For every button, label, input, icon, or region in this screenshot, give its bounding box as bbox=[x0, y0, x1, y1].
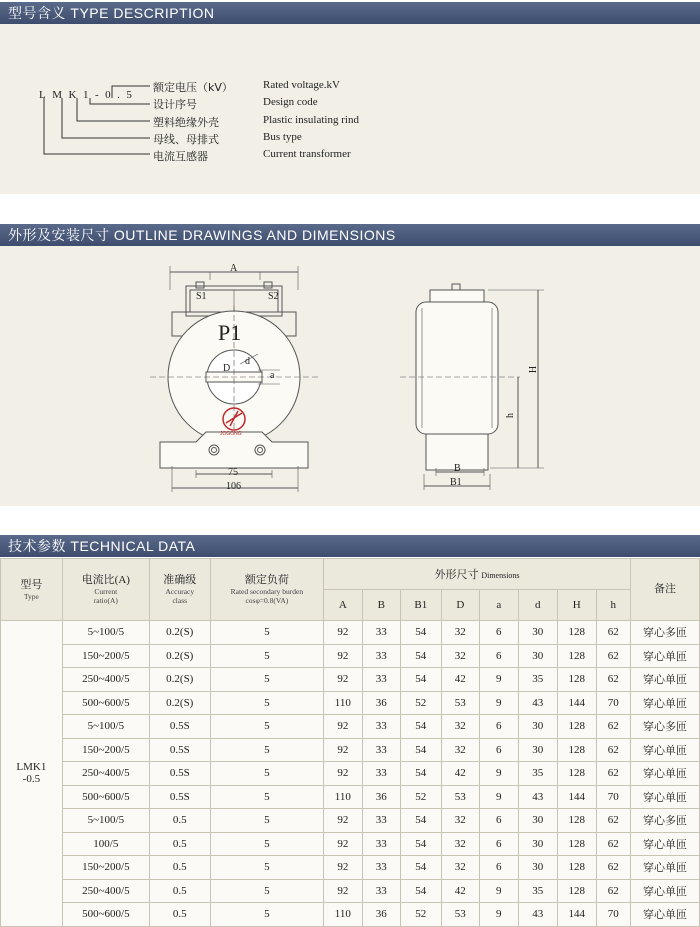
table-cell: 128 bbox=[558, 738, 596, 762]
table-cell: 54 bbox=[401, 809, 442, 833]
type-item-voltage-en: Rated voltage.kV bbox=[263, 79, 340, 91]
table-cell: 穿心单匝 bbox=[631, 903, 700, 927]
type-item-rind-zh: 塑料绝缘外壳 bbox=[153, 116, 219, 129]
table-cell: 70 bbox=[596, 785, 631, 809]
table-cell: 144 bbox=[558, 691, 596, 715]
table-cell: 穿心多匝 bbox=[631, 621, 700, 645]
table-cell: 500~600/5 bbox=[62, 691, 149, 715]
table-cell: 穿心单匝 bbox=[631, 644, 700, 668]
table-cell: 128 bbox=[558, 879, 596, 903]
table-cell: 0.2(S) bbox=[149, 691, 210, 715]
table-cell: 6 bbox=[480, 621, 518, 645]
table-cell: 0.2(S) bbox=[149, 644, 210, 668]
col-dim-B: B bbox=[362, 590, 400, 621]
type-item-design-en: Design code bbox=[263, 96, 318, 108]
table-cell: 42 bbox=[441, 762, 479, 786]
table-cell: 5~100/5 bbox=[62, 809, 149, 833]
type-item-voltage-zh: 额定电压（kV） bbox=[153, 81, 233, 94]
table-cell: 500~600/5 bbox=[62, 903, 149, 927]
table-cell: 54 bbox=[401, 879, 442, 903]
table-cell: 5 bbox=[210, 715, 323, 739]
table-cell: 92 bbox=[324, 809, 362, 833]
dim-label-D: D bbox=[223, 363, 231, 374]
table-row bbox=[1, 832, 700, 856]
col-dim-A: A bbox=[324, 590, 362, 621]
table-cell: 33 bbox=[362, 762, 400, 786]
col-burden: 额定负荷 Rated secondary burden cosφ=0.8(VA) bbox=[210, 559, 323, 621]
table-cell: 92 bbox=[324, 715, 362, 739]
table-cell: 30 bbox=[518, 809, 558, 833]
col-dimensions: 外形尺寸 Dimensions bbox=[324, 559, 631, 590]
type-value-line2: -0.5 bbox=[22, 773, 41, 786]
table-cell: 5~100/5 bbox=[62, 715, 149, 739]
table-cell: 53 bbox=[441, 691, 479, 715]
dim-label-B1: B1 bbox=[450, 477, 462, 488]
table-cell: 92 bbox=[324, 621, 362, 645]
table-cell: 42 bbox=[441, 879, 479, 903]
dim-label-75: 75 bbox=[228, 467, 238, 478]
table-cell: 0.5 bbox=[149, 879, 210, 903]
table-cell: 33 bbox=[362, 738, 400, 762]
table-cell: 5 bbox=[210, 903, 323, 927]
table-row bbox=[1, 738, 700, 762]
type-item-ct-zh: 电流互感器 bbox=[153, 150, 208, 163]
col-dim-d: d bbox=[518, 590, 558, 621]
table-cell: 0.5S bbox=[149, 785, 210, 809]
type-code: LMK1-0.5 bbox=[39, 89, 139, 101]
table-cell: 32 bbox=[441, 715, 479, 739]
table-cell: 36 bbox=[362, 785, 400, 809]
table-cell: 5 bbox=[210, 879, 323, 903]
table-row bbox=[1, 785, 700, 809]
table-cell: 穿心多匝 bbox=[631, 809, 700, 833]
table-cell: 5 bbox=[210, 832, 323, 856]
table-cell: 62 bbox=[596, 762, 631, 786]
col-remark: 备注 bbox=[631, 559, 700, 621]
table-cell: 52 bbox=[401, 691, 442, 715]
terminal-label-S1: S1 bbox=[196, 291, 207, 302]
table-cell: 33 bbox=[362, 668, 400, 692]
table-cell: 30 bbox=[518, 621, 558, 645]
table-cell: 150~200/5 bbox=[62, 644, 149, 668]
table-cell: 32 bbox=[441, 809, 479, 833]
table-cell: 110 bbox=[324, 903, 362, 927]
table-cell: 36 bbox=[362, 903, 400, 927]
table-row bbox=[1, 668, 700, 692]
table-cell: 54 bbox=[401, 668, 442, 692]
table-cell: 62 bbox=[596, 856, 631, 880]
table-row bbox=[1, 691, 700, 715]
table-row bbox=[1, 809, 700, 833]
table-cell: 0.2(S) bbox=[149, 668, 210, 692]
table-cell: 54 bbox=[401, 621, 442, 645]
table-row bbox=[1, 621, 700, 645]
dim-label-d: d bbox=[245, 356, 250, 367]
outline-drawings-header: 外形及安装尺寸 OUTLINE DRAWINGS AND DIMENSIONS bbox=[0, 224, 700, 246]
table-cell: 30 bbox=[518, 738, 558, 762]
type-item-design-zh: 设计序号 bbox=[153, 98, 197, 111]
table-cell: 0.5 bbox=[149, 809, 210, 833]
table-cell: 500~600/5 bbox=[62, 785, 149, 809]
table-cell: 0.5S bbox=[149, 715, 210, 739]
table-cell: 92 bbox=[324, 738, 362, 762]
table-cell: 30 bbox=[518, 856, 558, 880]
type-item-ct-en: Current transformer bbox=[263, 148, 351, 160]
table-cell: 70 bbox=[596, 903, 631, 927]
table-cell: 144 bbox=[558, 785, 596, 809]
table-cell: 9 bbox=[480, 668, 518, 692]
table-cell: 250~400/5 bbox=[62, 668, 149, 692]
technical-data-table bbox=[0, 558, 700, 927]
table-row bbox=[1, 762, 700, 786]
table-cell: 128 bbox=[558, 644, 596, 668]
table-row bbox=[1, 715, 700, 739]
table-cell: 43 bbox=[518, 691, 558, 715]
table-cell: 0.5 bbox=[149, 903, 210, 927]
table-cell: 5 bbox=[210, 785, 323, 809]
table-cell: 62 bbox=[596, 832, 631, 856]
terminal-label-S2: S2 bbox=[268, 291, 279, 302]
table-cell: 30 bbox=[518, 644, 558, 668]
table-cell: 144 bbox=[558, 903, 596, 927]
table-cell: 128 bbox=[558, 715, 596, 739]
table-cell: 53 bbox=[441, 903, 479, 927]
table-cell: 92 bbox=[324, 879, 362, 903]
table-cell: 0.5S bbox=[149, 762, 210, 786]
dim-label-a: a bbox=[270, 370, 275, 381]
type-description-panel bbox=[0, 24, 700, 194]
table-cell: 32 bbox=[441, 832, 479, 856]
table-cell: 62 bbox=[596, 715, 631, 739]
table-cell: 54 bbox=[401, 715, 442, 739]
table-cell: 110 bbox=[324, 691, 362, 715]
table-cell: 32 bbox=[441, 856, 479, 880]
col-dim-h: h bbox=[596, 590, 631, 621]
table-cell: 6 bbox=[480, 738, 518, 762]
table-cell: 32 bbox=[441, 644, 479, 668]
dim-label-H: H bbox=[528, 365, 540, 374]
table-cell: 33 bbox=[362, 644, 400, 668]
table-cell: 128 bbox=[558, 762, 596, 786]
table-cell: 5~100/5 bbox=[62, 621, 149, 645]
table-cell: 5 bbox=[210, 621, 323, 645]
table-cell: 52 bbox=[401, 785, 442, 809]
technical-data-header: 技术参数 TECHNICAL DATA bbox=[0, 535, 700, 557]
table-cell: 62 bbox=[596, 879, 631, 903]
table-cell: 穿心单匝 bbox=[631, 879, 700, 903]
table-cell: 35 bbox=[518, 879, 558, 903]
type-item-bus-zh: 母线、母排式 bbox=[153, 133, 219, 146]
table-cell: 54 bbox=[401, 762, 442, 786]
table-cell: 150~200/5 bbox=[62, 738, 149, 762]
table-row bbox=[1, 879, 700, 903]
table-row bbox=[1, 856, 700, 880]
col-class: 准确级 Accuracy class bbox=[149, 559, 210, 621]
dim-label-h: h bbox=[505, 413, 516, 418]
outline-drawing bbox=[0, 246, 700, 506]
col-type: 型号 Type bbox=[1, 559, 63, 621]
table-cell: 33 bbox=[362, 621, 400, 645]
table-row bbox=[1, 903, 700, 927]
type-value-line1: LMK1 bbox=[16, 761, 47, 774]
table-cell: 53 bbox=[441, 785, 479, 809]
table-cell: 6 bbox=[480, 715, 518, 739]
table-cell: 36 bbox=[362, 691, 400, 715]
table-cell: 54 bbox=[401, 738, 442, 762]
table-cell: 128 bbox=[558, 832, 596, 856]
table-cell: 33 bbox=[362, 715, 400, 739]
table-cell: 穿心单匝 bbox=[631, 762, 700, 786]
table-cell: 33 bbox=[362, 856, 400, 880]
table-cell: 穿心单匝 bbox=[631, 856, 700, 880]
table-cell: 32 bbox=[441, 738, 479, 762]
table-cell: 62 bbox=[596, 621, 631, 645]
table-cell: 穿心单匝 bbox=[631, 668, 700, 692]
table-cell: 92 bbox=[324, 762, 362, 786]
table-cell: 128 bbox=[558, 668, 596, 692]
table-cell: 54 bbox=[401, 832, 442, 856]
table-cell: 250~400/5 bbox=[62, 879, 149, 903]
table-cell: 32 bbox=[441, 621, 479, 645]
table-cell: 30 bbox=[518, 832, 558, 856]
table-cell: 6 bbox=[480, 809, 518, 833]
table-cell: 9 bbox=[480, 903, 518, 927]
table-cell: 35 bbox=[518, 668, 558, 692]
table-cell: 128 bbox=[558, 856, 596, 880]
table-cell: 9 bbox=[480, 785, 518, 809]
table-cell: 6 bbox=[480, 832, 518, 856]
table-cell: 穿心单匝 bbox=[631, 832, 700, 856]
table-cell: 5 bbox=[210, 738, 323, 762]
table-cell: 6 bbox=[480, 644, 518, 668]
table-cell: 52 bbox=[401, 903, 442, 927]
outline-drawings-panel bbox=[0, 246, 700, 506]
type-cell bbox=[1, 621, 63, 927]
table-cell: 43 bbox=[518, 785, 558, 809]
type-item-bus-en: Bus type bbox=[263, 131, 302, 143]
table-cell: 33 bbox=[362, 832, 400, 856]
table-cell: 250~400/5 bbox=[62, 762, 149, 786]
table-cell: 5 bbox=[210, 762, 323, 786]
table-cell: 9 bbox=[480, 762, 518, 786]
table-cell: 70 bbox=[596, 691, 631, 715]
dim-label-A: A bbox=[230, 263, 238, 274]
dim-label-106: 106 bbox=[226, 481, 241, 492]
col-dim-H: H bbox=[558, 590, 596, 621]
col-dim-B1: B1 bbox=[401, 590, 442, 621]
table-cell: 62 bbox=[596, 668, 631, 692]
table-cell: 33 bbox=[362, 879, 400, 903]
table-cell: 5 bbox=[210, 668, 323, 692]
table-cell: 9 bbox=[480, 691, 518, 715]
table-cell: 92 bbox=[324, 832, 362, 856]
col-dim-D: D bbox=[441, 590, 479, 621]
table-cell: 62 bbox=[596, 644, 631, 668]
table-cell: 穿心单匝 bbox=[631, 691, 700, 715]
table-cell: 92 bbox=[324, 668, 362, 692]
table-cell: 128 bbox=[558, 809, 596, 833]
col-ratio: 电流比(A) Current ratio(A) bbox=[62, 559, 149, 621]
table-cell: 42 bbox=[441, 668, 479, 692]
table-cell: 33 bbox=[362, 809, 400, 833]
table-cell: 35 bbox=[518, 762, 558, 786]
table-cell: 100/5 bbox=[62, 832, 149, 856]
col-dim-a: a bbox=[480, 590, 518, 621]
table-cell: 62 bbox=[596, 809, 631, 833]
type-item-rind-en: Plastic insulating rind bbox=[263, 114, 359, 126]
table-cell: 9 bbox=[480, 879, 518, 903]
table-cell: 穿心单匝 bbox=[631, 785, 700, 809]
table-cell: 穿心多匝 bbox=[631, 715, 700, 739]
table-row bbox=[1, 644, 700, 668]
table-cell: 5 bbox=[210, 691, 323, 715]
table-cell: 5 bbox=[210, 809, 323, 833]
table-cell: 5 bbox=[210, 644, 323, 668]
table-cell: 0.5S bbox=[149, 738, 210, 762]
table-cell: 30 bbox=[518, 715, 558, 739]
table-cell: 92 bbox=[324, 644, 362, 668]
table-cell: 43 bbox=[518, 903, 558, 927]
logo-text: JOGONG bbox=[220, 431, 242, 437]
table-cell: 0.5 bbox=[149, 832, 210, 856]
table-cell: 92 bbox=[324, 856, 362, 880]
table-cell: 穿心单匝 bbox=[631, 738, 700, 762]
table-cell: 6 bbox=[480, 856, 518, 880]
table-cell: 128 bbox=[558, 621, 596, 645]
table-cell: 0.5 bbox=[149, 856, 210, 880]
table-cell: 0.2(S) bbox=[149, 621, 210, 645]
type-description-header: 型号含义 TYPE DESCRIPTION bbox=[0, 2, 700, 24]
table-cell: 110 bbox=[324, 785, 362, 809]
table-cell: 54 bbox=[401, 856, 442, 880]
table-cell: 62 bbox=[596, 738, 631, 762]
primary-label-P1: P1 bbox=[218, 320, 242, 345]
table-cell: 5 bbox=[210, 856, 323, 880]
table-cell: 150~200/5 bbox=[62, 856, 149, 880]
table-cell: 54 bbox=[401, 644, 442, 668]
dim-label-B: B bbox=[454, 463, 461, 474]
type-code-leader-lines bbox=[0, 24, 700, 194]
